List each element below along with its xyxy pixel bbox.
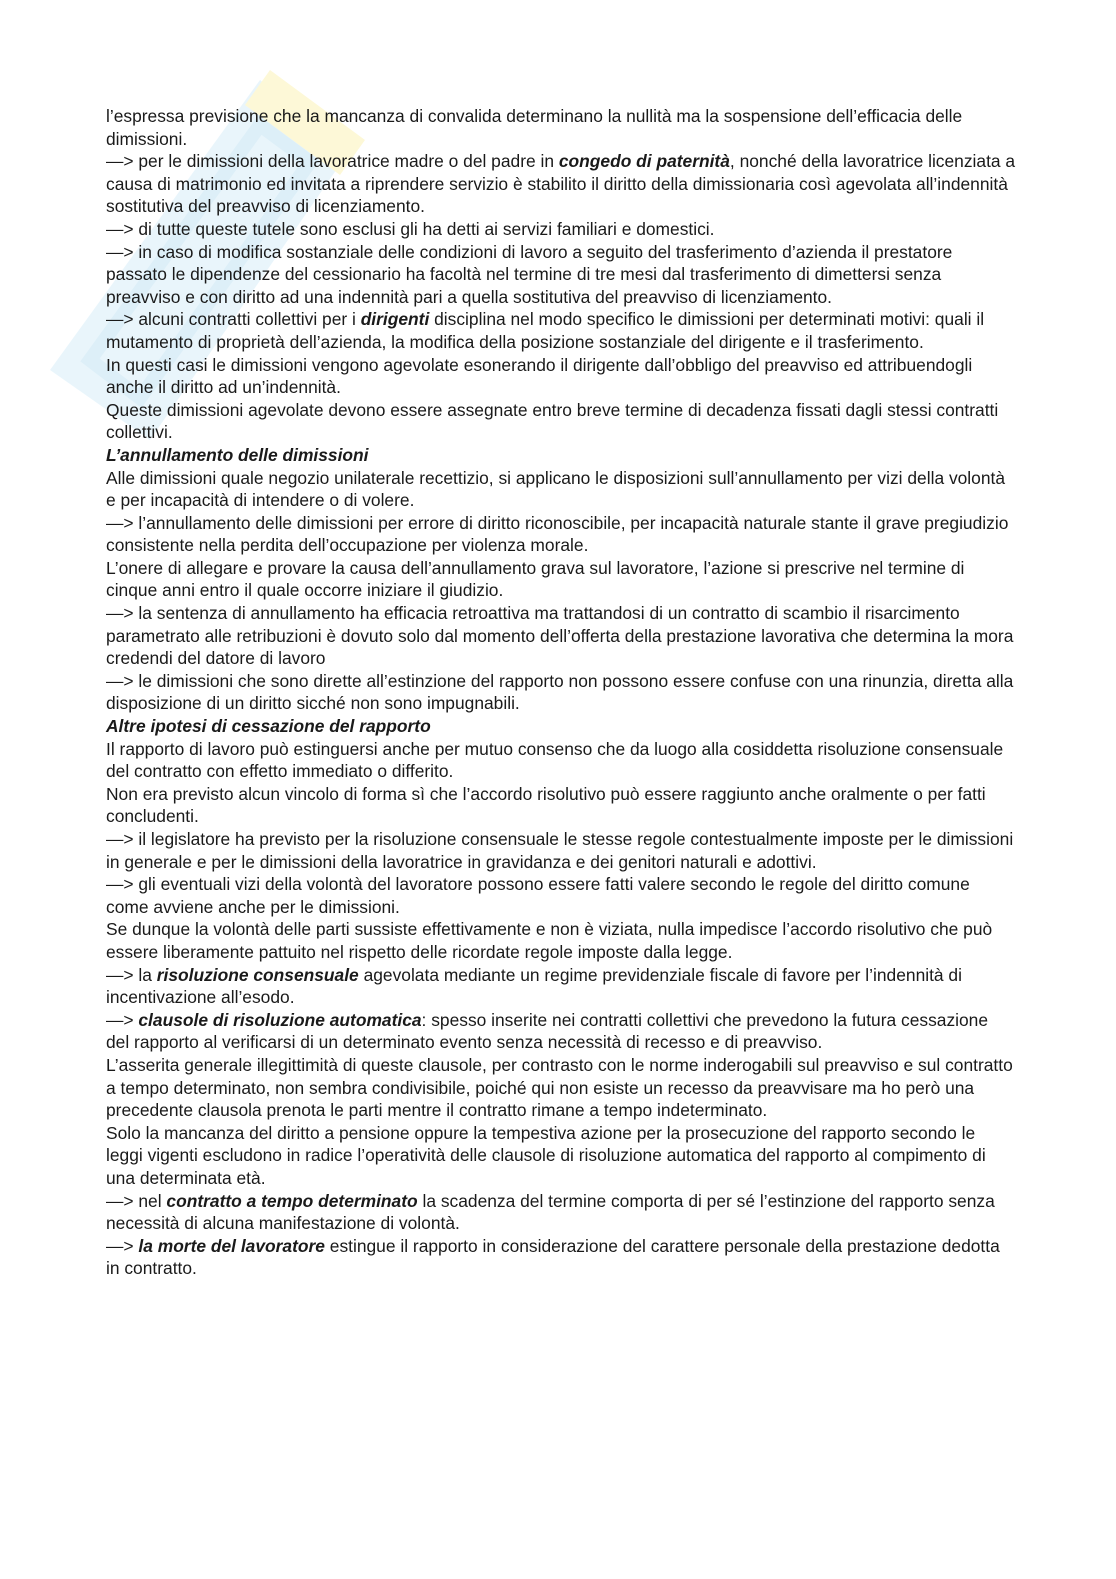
- text-run: disciplina nel modo specifico le dimissioni per determinati motivi: quali il mutamento di proprietà dell’azienda, la modifica della posizione sostanziale del dirigente e il trasferimento.: [106, 309, 985, 352]
- emphasized-term: dirigenti: [360, 309, 430, 330]
- paragraph: [106, 150, 1016, 218]
- text-run: —> nel: [106, 1190, 167, 1211]
- paragraph: [106, 1009, 1016, 1054]
- paragraph: Se dunque la volontà delle parti sussiste effettivamente e non è viziata, nulla impedisce l’accordo risolutivo che può essere liberamente pattuito nel rispetto delle ricordate regole imposte dalla legge.: [106, 919, 993, 962]
- text-run: —> per le dimissioni della lavoratrice madre o del padre in: [106, 151, 559, 172]
- paragraph: —> le dimissioni che sono dirette all’estinzione del rapporto non possono essere confuse con una rinunzia, diretta alla disposizione di un diritto sicché non sono impugnabili.: [106, 670, 1014, 714]
- emphasized-term: congedo di paternità: [558, 151, 730, 172]
- paragraph: Non era previsto alcun vincolo di forma sì che l’accordo risolutivo può essere raggiunto anche oralmente o per fatti concludenti.: [106, 783, 986, 827]
- paragraph: Alle dimissioni quale negozio unilaterale recettizio, si applicano le disposizioni sull’annullamento per vizi della volontà e per incapacità di intendere o di volere.: [106, 467, 1006, 511]
- section-heading: L’annullamento delle dimissioni: [106, 444, 369, 465]
- paragraph: [106, 964, 1016, 1009]
- paragraph: Il rapporto di lavoro può estinguersi anche per mutuo consenso che da luogo alla cosiddetta risoluzione consensuale del contratto con effetto immediato o differito.: [106, 738, 1004, 782]
- paragraph: In questi casi le dimissioni vengono agevolate esonerando il dirigente dall’obbligo del preavviso ed attribuendogli anche il diritto ad un’indennità.: [106, 354, 973, 398]
- paragraph: [106, 1190, 1016, 1235]
- text-run: la scadenza del termine comporta di per sé l’estinzione del rapporto senza necessità di alcuna manifestazione di volontà.: [106, 1190, 995, 1234]
- paragraph: l’espressa previsione che la mancanza di convalida determinano la nullità ma la sospensione dell’efficacia delle dimissioni.: [106, 106, 963, 149]
- paragraph: [106, 1235, 1016, 1280]
- paragraph: —> di tutte queste tutele sono esclusi gli ha detti ai servizi familiari e domestici.: [106, 218, 715, 239]
- paragraph: —> il legislatore ha previsto per la risoluzione consensuale le stesse regole contestualmente imposte per le dimissioni in generale e per le dimissioni della lavoratrice in gravidanza e dei genitori naturali e adottivi.: [106, 829, 1014, 872]
- emphasized-term: risoluzione consensuale: [156, 964, 359, 985]
- text-run: agevolata mediante un regime previdenziale fiscale di favore per l’indennità di incentivazione all’esodo.: [106, 964, 962, 1008]
- paragraph: Solo la mancanza del diritto a pensione oppure la tempestiva azione per la prosecuzione del rapporto secondo le leggi vigenti escludono in radice l’operatività delle clausole di risoluzione automatica del rapporto al compimento di una determinata età.: [106, 1122, 986, 1188]
- text-run: —>: [106, 1235, 139, 1256]
- paragraph: —> gli eventuali vizi della volontà del lavoratore possono essere fatti valere secondo le regole del diritto comune come avviene anche per le dimissioni.: [106, 874, 970, 917]
- section-heading: Altre ipotesi di cessazione del rapporto: [106, 716, 431, 737]
- paragraph: L’asserita generale illegittimità di queste clausole, per contrasto con le norme inderogabili sul preavviso e sul contratto a tempo determinato, non sembra condivisibile, poiché qui non esiste un recesso da preavvisare ma ho però una precedente clausola prenota le parti mentre il contratto rimane a tempo indeterminato.: [106, 1054, 1013, 1121]
- paragraph: [106, 308, 1016, 353]
- document-body: [106, 105, 1016, 1280]
- emphasized-term: clausole di risoluzione automatica: [138, 1009, 422, 1030]
- text-run: estingue il rapporto in considerazione del carattere personale della prestazione dedotta in contratto.: [106, 1235, 1000, 1279]
- text-run: : spesso inserite nei contratti collettivi che prevedono la futura cessazione del rapporto al verificarsi di un determinato evento senza necessità di recesso e di preavviso.: [106, 1009, 989, 1053]
- emphasized-term: contratto a tempo determinato: [166, 1190, 418, 1211]
- paragraph: —> in caso di modifica sostanziale delle condizioni di lavoro a seguito del trasferimento d’azienda il prestatore passato le dipendenze del cessionario ha facoltà nel termine di tre mesi dal trasferimento di dimettersi senza preavviso e con diritto ad una indennità pari a quella sostitutiva del preavviso di licenziamento.: [106, 241, 953, 307]
- paragraph: Queste dimissioni agevolate devono essere assegnate entro breve termine di decadenza fissati dagli stessi contratti collettivi.: [106, 399, 999, 443]
- emphasized-term: la morte del lavoratore: [138, 1235, 325, 1256]
- text-run: —>: [106, 1009, 139, 1030]
- text-run: , nonché della lavoratrice licenziata a causa di matrimonio ed invitata a riprendere servizio è stabilito il diritto della dimissionaria così agevolata all’indennità sostitutiva del preavviso di licenziamento.: [106, 151, 1016, 217]
- paragraph: —> l’annullamento delle dimissioni per errore di diritto riconoscibile, per incapacità naturale stante il grave pregiudizio consistente nella perdita dell’occupazione per violenza morale.: [106, 512, 1009, 556]
- paragraph: L’onere di allegare e provare la causa dell’annullamento grava sul lavoratore, l’azione si prescrive nel termine di cinque anni entro il quale occorre iniziare il giudizio.: [106, 557, 965, 601]
- paragraph: —> la sentenza di annullamento ha efficacia retroattiva ma trattandosi di un contratto di scambio il risarcimento parametrato alle retribuzioni è dovuto solo dal momento dell’offerta della prestazione lavorativa che determina la mora credendi del datore di lavoro: [106, 603, 1014, 669]
- text-run: —> la: [106, 964, 157, 985]
- text-run: —> alcuni contratti collettivi per i: [106, 309, 361, 330]
